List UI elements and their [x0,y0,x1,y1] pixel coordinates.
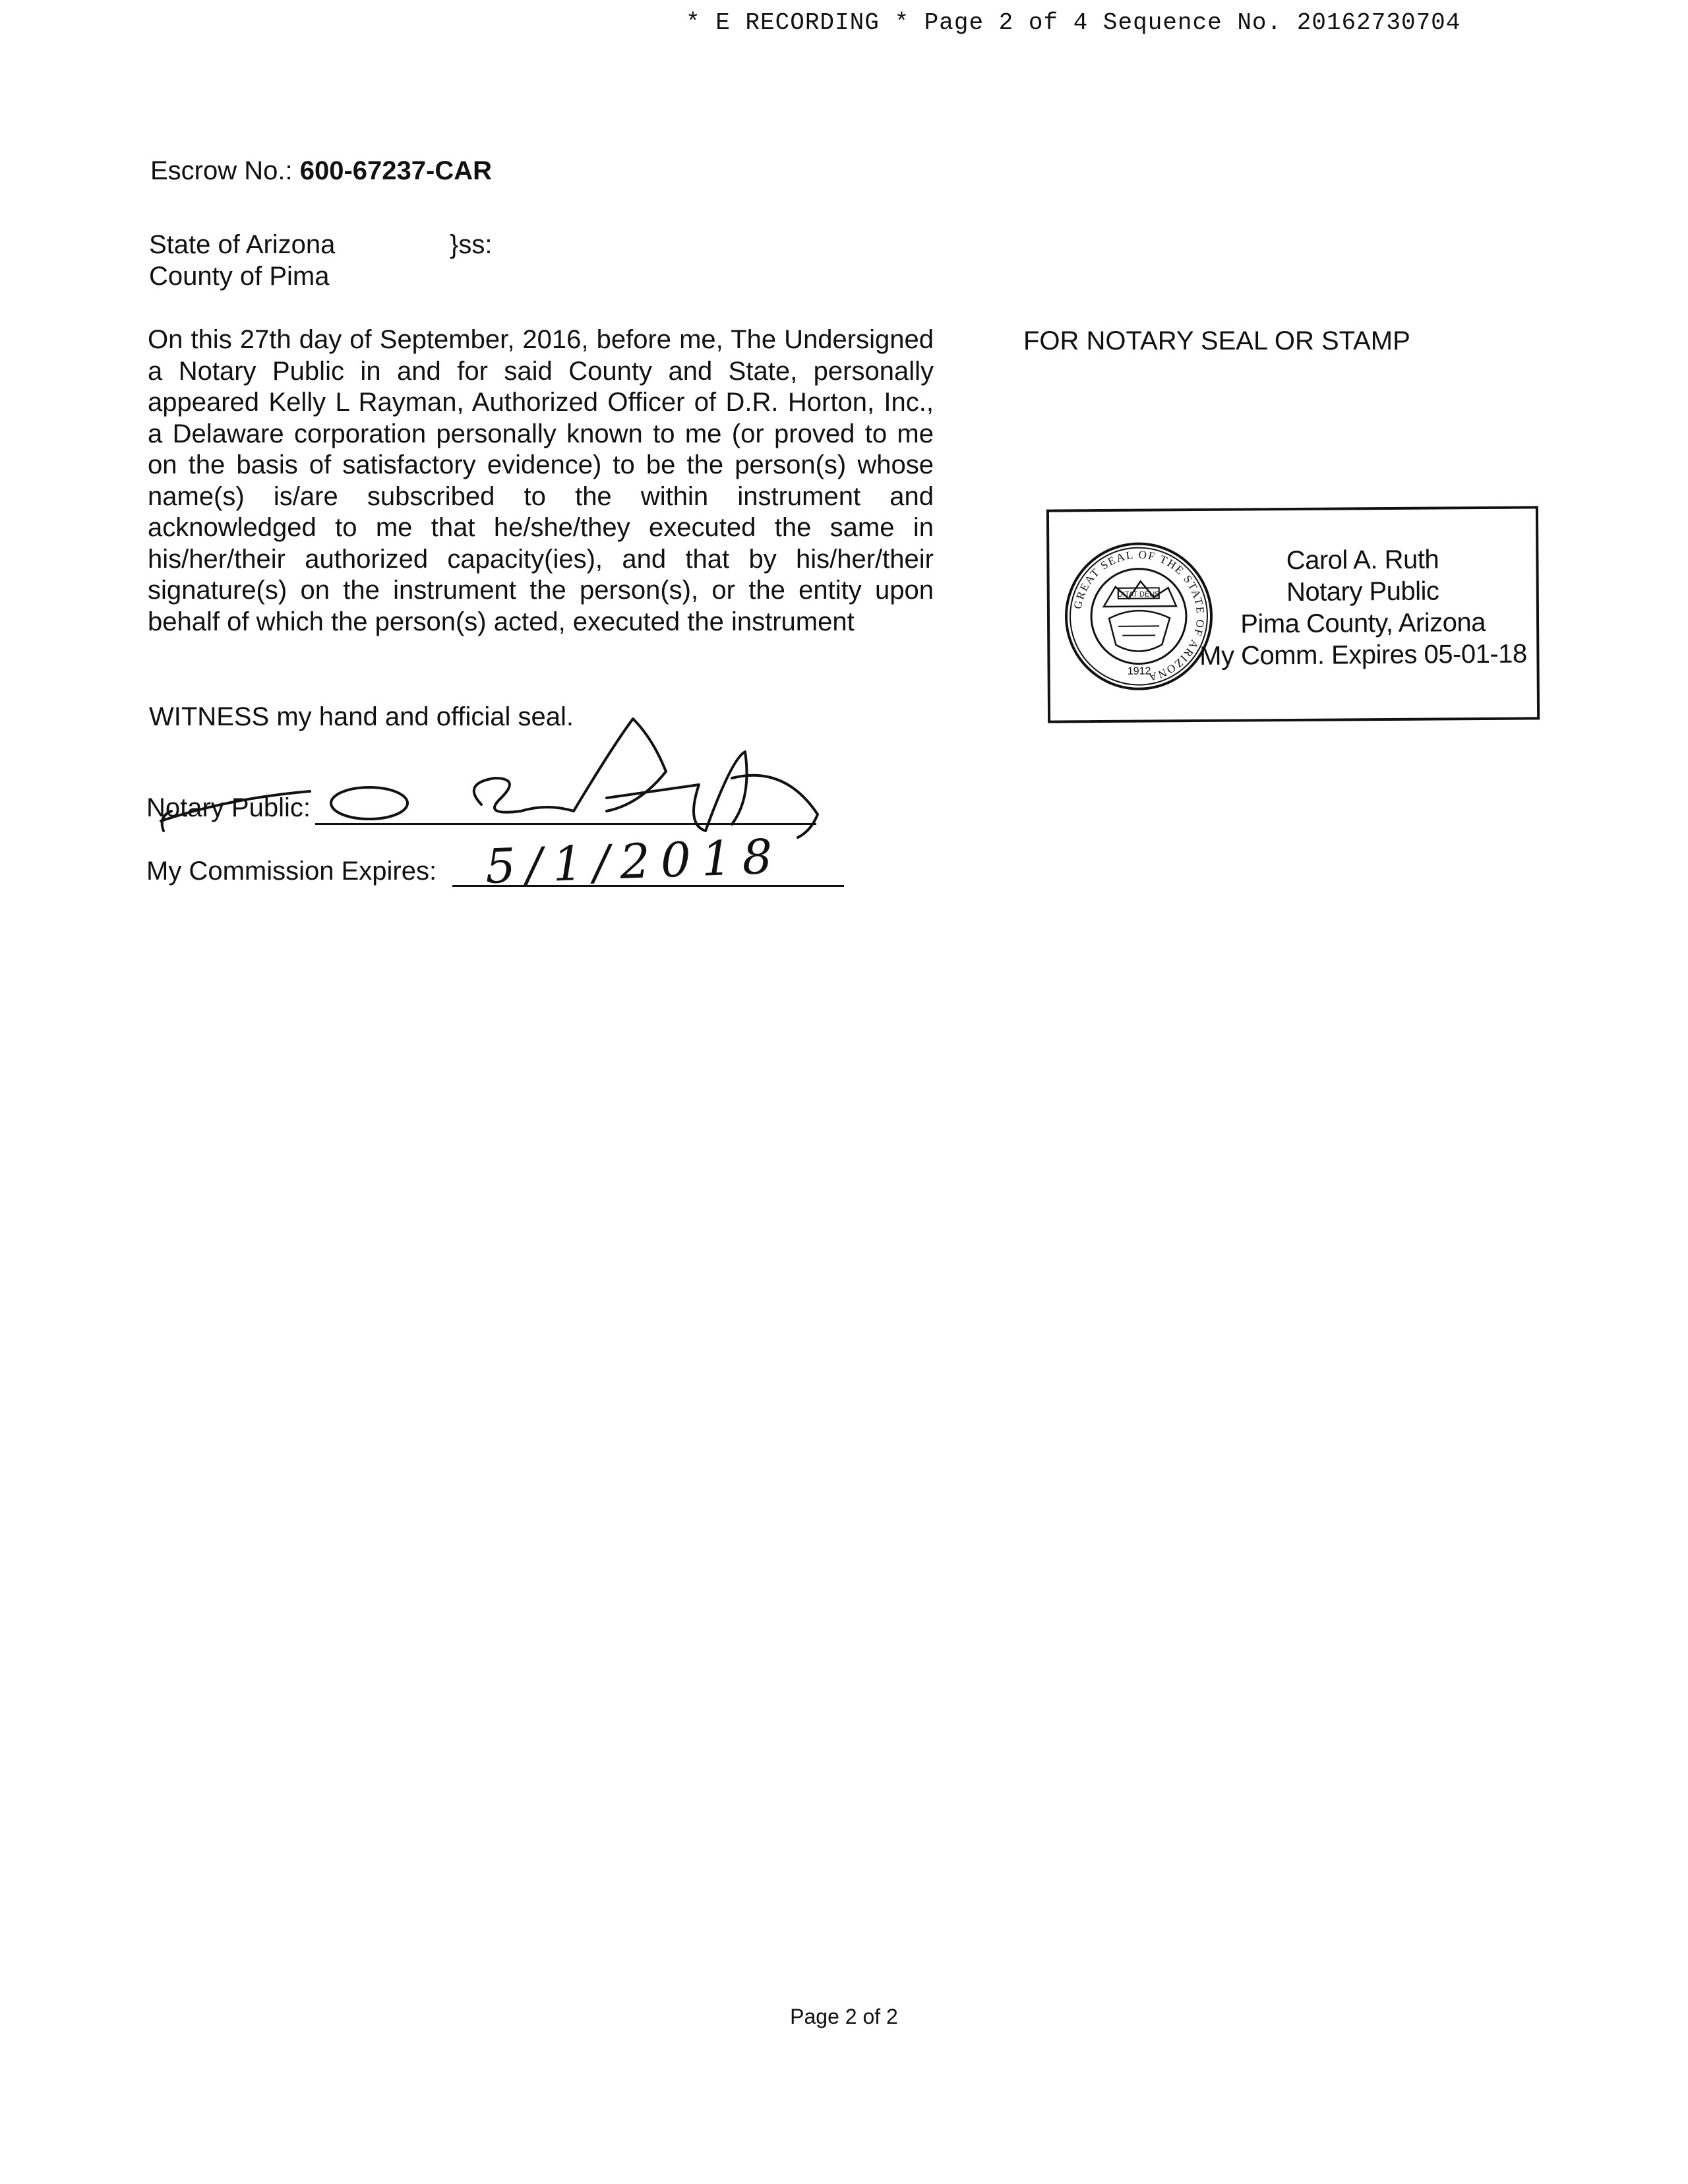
escrow-label: Escrow No.: [150,156,293,185]
witness-text: WITNESS my hand and official seal. [149,702,574,731]
stamp-notary-name: Carol A. Ruth [1286,545,1439,576]
recording-header: * E RECORDING * Page 2 of 4 Sequence No. 20162730704 [686,9,1461,36]
seal-year: 1912 [1127,665,1151,677]
stamp-county: Pima County, Arizona [1240,607,1486,639]
escrow-line [150,156,492,187]
venue-ss: }ss: [450,230,493,259]
escrow-number: 600-67237-CAR [299,156,493,185]
seal-motto: DITAT DEUS [1117,590,1160,599]
venue-county: County of Pima [149,262,330,291]
venue-state: State of Arizona [149,230,336,259]
notary-stamp [1046,506,1540,723]
seal-area-label: FOR NOTARY SEAL OR STAMP [1023,326,1410,355]
stamp-text-block [1194,543,1531,672]
stamp-expires: My Comm. Expires 05-01-18 [1199,639,1527,671]
page-footer: Page 2 of 2 [790,2005,898,2028]
acknowledgment-paragraph: On this 27th day of September, 2016, before me, The Undersigned a Notary Public in and for said County and State, personally appeared Kelly L Rayman, Authorized Officer of D.R. Horton, Inc., a Delaware corporation personally known to me (or proved to me on the basis of satisfactory evidence) to be the person(s) whose name(s) is/are subscribed to the within instrument and acknowledged to me that he/she/they executed the same in his/her/their authorized capacity(ies), and that by his/her/their signature(s) on the instrument the person(s), or the entity upon behalf of which the person(s) acted, executed the instrument [148,325,934,636]
commission-label: My Commission Expires: [146,857,437,886]
seal-ring-text: GREAT SEAL OF THE STATE OF ARIZONA [1071,548,1207,684]
notary-signature-icon [152,699,824,844]
arizona-seal-icon [1062,540,1215,693]
notary-signature-label: Notary Public: [146,793,311,822]
stamp-notary-title: Notary Public [1286,576,1439,607]
commission-handwritten-date: 5/1/2018 [484,828,784,895]
